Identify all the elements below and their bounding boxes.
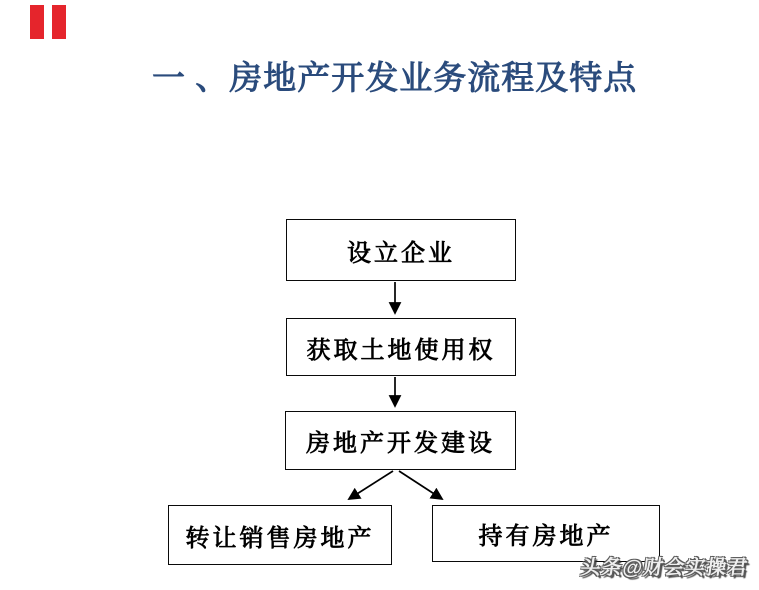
flow-node-development-construction: 房地产开发建设 (285, 411, 516, 470)
arrow-node3-to-node5 (399, 471, 442, 499)
red-accent-bar-icon (30, 5, 44, 39)
arrow-node3-to-node4 (349, 471, 393, 499)
toutiao-watermark: 头条@财会实操君 (579, 557, 750, 579)
flow-node-transfer-sell-property: 转让销售房地产 (168, 505, 392, 565)
slide-title: 一 、房地产开发业务流程及特点 (152, 61, 638, 97)
flow-node-establish-enterprise: 设立企业 (286, 219, 516, 281)
flow-node-acquire-land-use-right: 获取土地使用权 (286, 318, 516, 376)
red-accent-bar-icon (52, 5, 66, 39)
flow-node-hold-property: 持有房地产 (432, 505, 660, 562)
